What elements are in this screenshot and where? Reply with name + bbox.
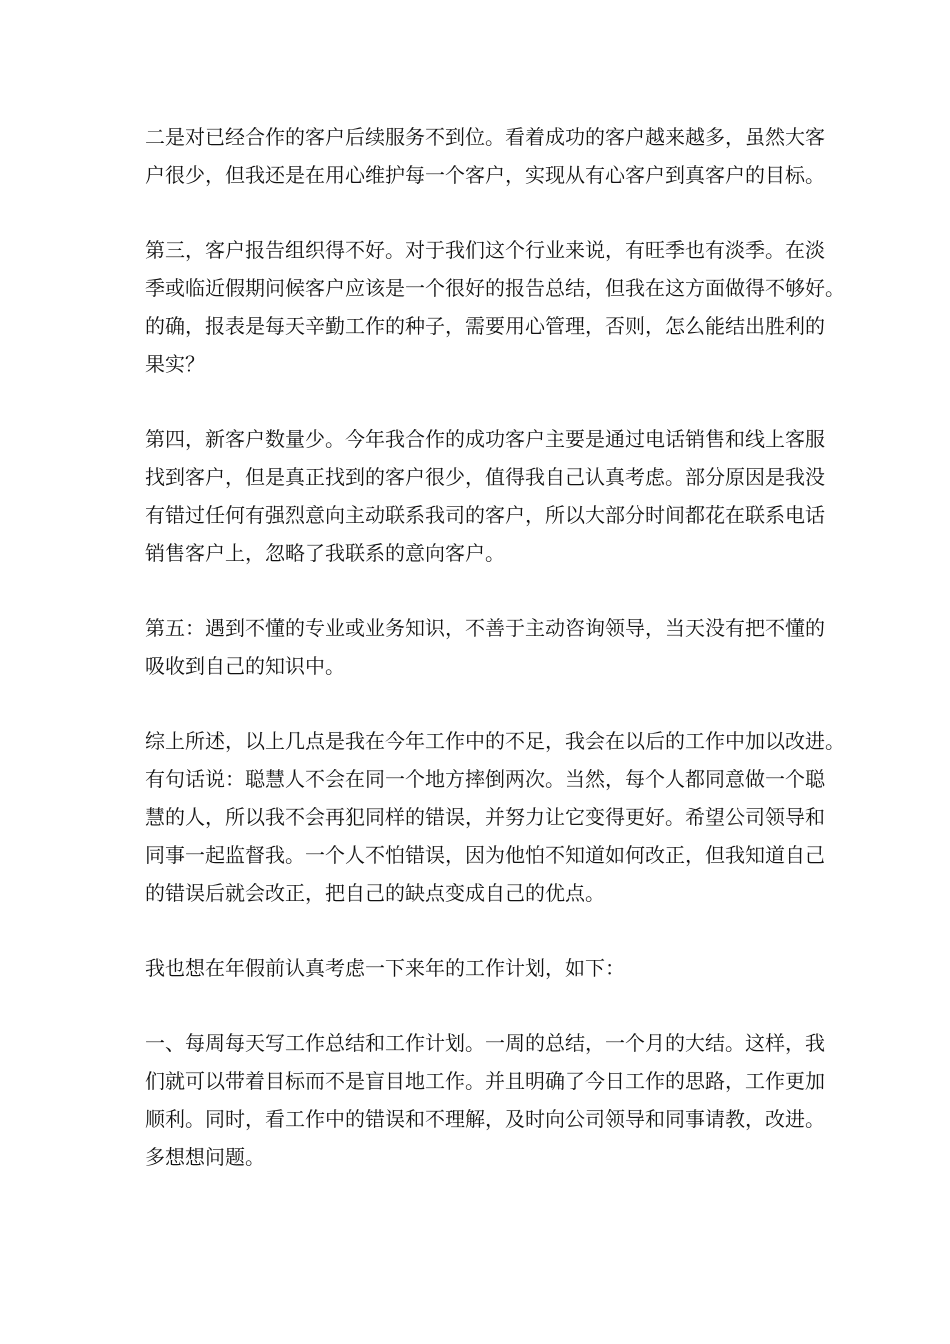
paragraph-plan-item-one <box>145 1024 825 1176</box>
text-line: 果实？ <box>145 352 205 376</box>
paragraph-point-four <box>145 420 825 572</box>
text-line: 有错过任何有强烈意向主动联系我司的客户，所以大部分时间都花在联系电话 <box>145 503 825 527</box>
paragraph-point-three <box>145 231 845 383</box>
text-line: 销售客户上，忽略了我联系的意向客户。 <box>145 541 505 565</box>
text-line: 多想想问题。 <box>145 1145 265 1169</box>
text-line: 的错误后就会改正，把自己的缺点变成自己的优点。 <box>145 881 605 905</box>
text-line: 吸收到自己的知识中。 <box>145 654 345 678</box>
text-line: 二是对已经合作的客户后续服务不到位。看着成功的客户越来越多，虽然大客 <box>145 125 825 149</box>
text-line: 季或临近假期问候客户应该是一个很好的报告总结，但我在这方面做得不够好。 <box>145 276 845 300</box>
paragraph-summary <box>145 722 845 912</box>
document-body <box>145 118 845 1213</box>
paragraph-follow-up-service <box>145 118 825 194</box>
text-line: 的确，报表是每天辛勤工作的种子，需要用心管理，否则，怎么能结出胜利的 <box>145 314 825 338</box>
text-line: 我也想在年假前认真考虑一下来年的工作计划，如下： <box>145 956 625 980</box>
text-line: 慧的人，所以我不会再犯同样的错误，并努力让它变得更好。希望公司领导和 <box>145 805 825 829</box>
text-line: 第三，客户报告组织得不好。对于我们这个行业来说，有旺季也有淡季。在淡 <box>145 238 825 262</box>
text-line: 找到客户，但是真正找到的客户很少，值得我自己认真考虑。部分原因是我没 <box>145 465 825 489</box>
text-line: 们就可以带着目标而不是盲目地工作。并且明确了今日工作的思路，工作更加 <box>145 1069 825 1093</box>
paragraph-point-five <box>145 609 825 685</box>
text-line: 有句话说：聪慧人不会在同一个地方摔倒两次。当然，每个人都同意做一个聪 <box>145 767 825 791</box>
text-line: 第四，新客户数量少。今年我合作的成功客户主要是通过电话销售和线上客服 <box>145 427 825 451</box>
text-line: 综上所述，以上几点是我在今年工作中的不足，我会在以后的工作中加以改进。 <box>145 729 845 753</box>
text-line: 同事一起监督我。一个人不怕错误，因为他怕不知道如何改正，但我知道自己 <box>145 843 825 867</box>
text-line: 一、每周每天写工作总结和工作计划。一周的总结，一个月的大结。这样，我 <box>145 1031 825 1055</box>
text-line: 户很少，但我还是在用心维护每一个客户，实现从有心客户到真客户的目标。 <box>145 163 825 187</box>
text-line: 顺利。同时，看工作中的错误和不理解，及时向公司领导和同事请教，改进。 <box>145 1107 825 1131</box>
paragraph-plan-intro <box>145 949 810 987</box>
text-line: 第五：遇到不懂的专业或业务知识，不善于主动咨询领导，当天没有把不懂的 <box>145 616 825 640</box>
